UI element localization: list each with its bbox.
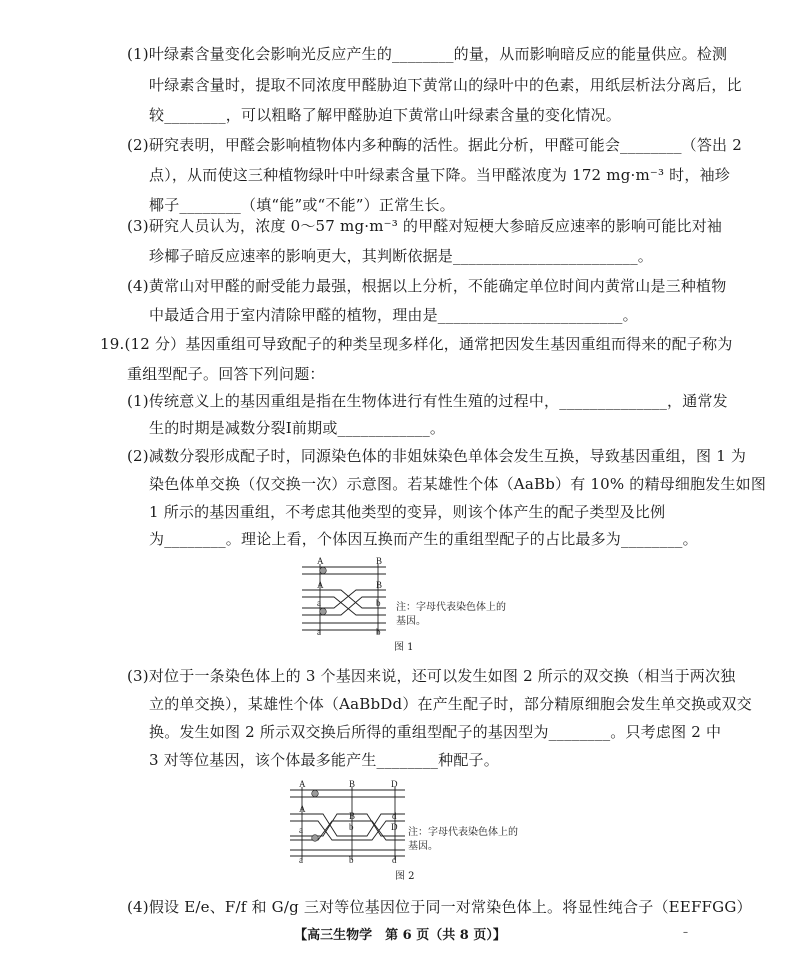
- fig2-label-d-mid: d: [392, 811, 397, 821]
- q19-part3-line-4: 3 对等位基因，该个体最多能产生________种配子。: [149, 751, 499, 769]
- text-line-2: 叶绿素含量时，提取不同浓度甲醛胁迫下黄常山的绿叶中的色素，用纸层析法分离后，比: [149, 76, 742, 94]
- fig2-label-D-top: D: [391, 779, 398, 789]
- text-line-10: 中最适合用于室内清除甲醛的植物，理由是________________________。: [149, 306, 638, 324]
- fig1-label-A-mid: A: [317, 580, 324, 590]
- text-line-9: (4)黄常山对甲醛的耐受能力最强，根据以上分析，不能确定单位时间内黄常山是三种植物: [127, 277, 727, 295]
- fig2-label-b-bottom: b: [349, 855, 354, 864]
- q19-part2-line-2: 染色体单交换（仅交换一次）示意图。若某雄性个体（AaBb）有 10% 的精母细胞发生如图: [149, 475, 767, 493]
- text-line-1: (1)叶绿素含量变化会影响光反应产生的________的量，从而影响暗反应的能量供应。检测: [127, 45, 728, 63]
- fig2-label-A-mid: A: [299, 804, 306, 814]
- fig2-label-B-top: B: [349, 779, 356, 789]
- q19-part4-line-1: (4)假设 E/e、F/f 和 G/g 三对等位基因位于同一对常染色体上。将显性纯合子（EEFFGG）: [127, 898, 752, 916]
- fig1-label-a-mid: a: [317, 598, 321, 608]
- figure-2-note-line-1: 注：字母代表染色体上的: [408, 827, 518, 838]
- q19-part1-line-2: 生的时期是减数分裂Ⅰ前期或____________。: [149, 419, 446, 437]
- figure-2-note-line-2: 基因。: [408, 841, 438, 852]
- figure-2-diagram: [285, 778, 410, 864]
- q19-part2-line-4: 为________。理论上看，个体因互换而产生的重组型配子的占比最多为________。: [149, 530, 698, 548]
- figure-1-note-line-2: 基因。: [396, 616, 426, 627]
- question-19-line-2: 重组型配子。回答下列问题：: [127, 365, 325, 383]
- fig1-label-b-bottom: b: [376, 627, 381, 636]
- text-line-3: 较________，可以粗略了解甲醛胁迫下黄常山叶绿素含量的变化情况。: [149, 106, 622, 124]
- text-line-6: 椰子________（填“能”或“不能”）正常生长。: [149, 196, 455, 214]
- q19-part2-line-3: 1 所示的基因重组，不考虑其他类型的变异，则该个体产生的配子类型及比例: [149, 503, 666, 521]
- figure-1-note: [396, 601, 506, 629]
- figure-1-diagram: [296, 556, 396, 636]
- text-line-8: 珍椰子暗反应速率的影响更大，其判断依据是________________________。: [149, 247, 654, 265]
- q19-part3-line-2: 立的单交换），某雄性个体（AaBbDd）在产生配子时，部分精原细胞会发生单交换或双交: [149, 695, 752, 713]
- fig2-label-a-bottom: a: [299, 855, 303, 864]
- fig2-label-B-mid: B: [349, 811, 356, 821]
- fig1-label-b-mid: b: [376, 598, 381, 608]
- figure-2-note: [408, 826, 518, 854]
- fig2-label-D-mid: D: [391, 822, 398, 832]
- fig1-label-B-top: B: [376, 556, 383, 566]
- fig2-label-a-mid: a: [299, 825, 303, 835]
- q19-part3-line-1: (3)对位于一条染色体上的 3 个基因来说，还可以发生如图 2 所示的双交换（相当于两次独: [127, 667, 736, 685]
- text-line-4: (2)研究表明，甲醛会影响植物体内多种酶的活性。据此分析，甲醛可能会________（答出 2: [127, 136, 742, 154]
- question-19-line-1: 19.(12 分）基因重组可导致配子的种类呈现多样化，通常把因发生基因重组而得来的配子称为: [100, 335, 733, 353]
- figure-1-caption: 图 1: [394, 642, 414, 653]
- fig2-label-b-mid: b: [349, 822, 354, 832]
- fig2-label-d-bottom: d: [392, 855, 397, 864]
- q19-part2-line-1: (2)减数分裂形成配子时，同源染色体的非姐妹染色单体会发生互换，导致基因重组，图 1 为: [127, 447, 747, 465]
- text-line-5: 点），从而使这三种植物绿叶中叶绿素含量下降。当甲醛浓度为 172 mg·m⁻³ 时，袖珍: [149, 166, 730, 184]
- fig1-label-a-bottom: a: [317, 627, 321, 636]
- figure-1-note-line-1: 注：字母代表染色体上的: [396, 602, 506, 613]
- figure-2-caption: 图 2: [395, 871, 415, 882]
- corner-mark: –: [683, 927, 688, 938]
- fig1-label-B-mid: B: [376, 580, 383, 590]
- q19-part1-line-1: (1)传统意义上的基因重组是指在生物体进行有性生殖的过程中，______________，通常发: [127, 392, 728, 410]
- fig1-label-A-top: A: [317, 556, 324, 566]
- q19-part3-line-3: 换。发生如图 2 所示双交换后所得的重组型配子的基因型为________。只考虑图 2 中: [149, 723, 722, 741]
- fig2-label-A-top: A: [299, 779, 306, 789]
- page-footer: 【高三生物学 第 6 页（共 8 页）】: [294, 928, 506, 943]
- text-line-7: (3)研究人员认为，浓度 0～57 mg·m⁻³ 的甲醛对短梗大参暗反应速率的影响可能比对袖: [127, 217, 723, 235]
